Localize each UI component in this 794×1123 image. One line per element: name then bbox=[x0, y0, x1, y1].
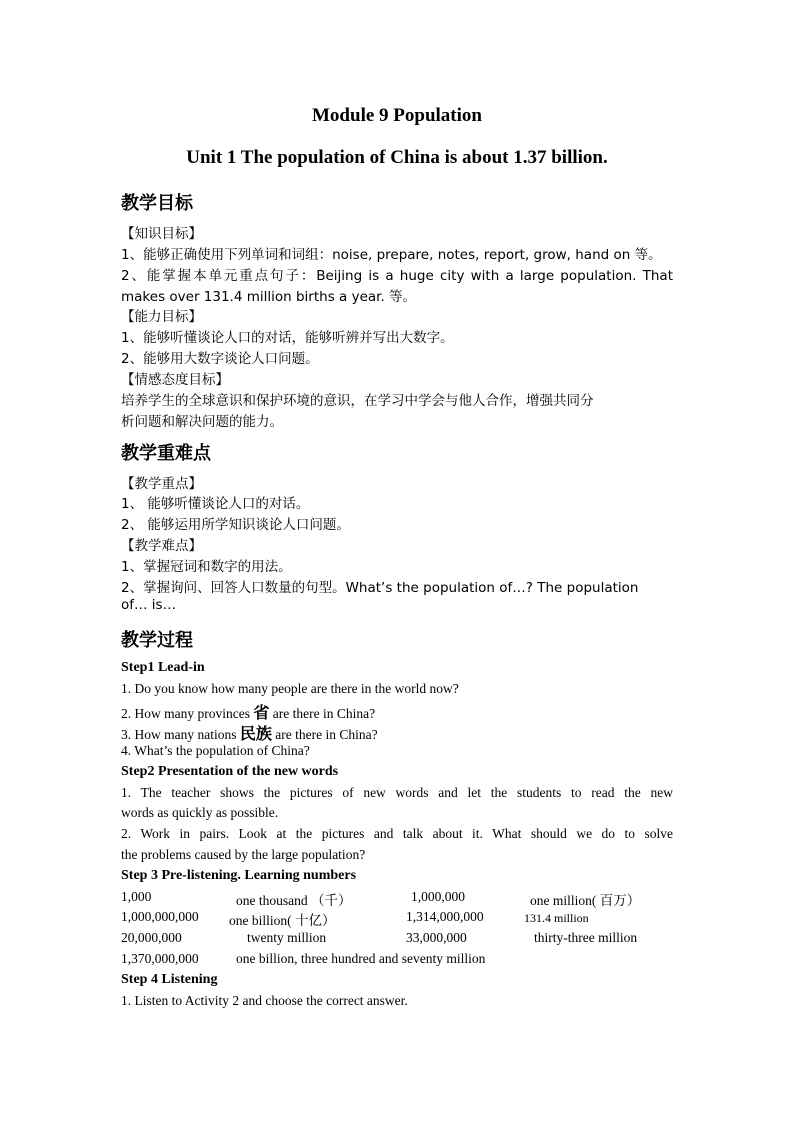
process-heading: 教学过程 bbox=[121, 630, 193, 651]
step1-question-2 bbox=[121, 700, 375, 723]
question-3-start: 3. How many nations bbox=[121, 727, 237, 742]
number-word-cell: thirty-three million bbox=[534, 930, 638, 945]
number-word-cell: one million( 百万） bbox=[530, 893, 641, 908]
attitude-text-line-1: 培养学生的全球意识和保护环境的意识，在学习中学会与他人合作，增强共同分 bbox=[121, 393, 594, 409]
step4-title: Step 4 Listening bbox=[121, 972, 218, 987]
step2-para-1-line-2: words as quickly as possible. bbox=[121, 805, 279, 820]
province-chinese: 省 bbox=[253, 703, 270, 722]
knowledge-label: 【知识目标】 bbox=[121, 226, 202, 242]
ability-item-1: 1、能够听懂谈论人口的对话，能够听辨并写出大数字。 bbox=[121, 330, 454, 346]
step1-question-3 bbox=[121, 721, 378, 744]
step1-question-1: 1. Do you know how many people are there in the world now? bbox=[121, 681, 459, 696]
knowledge-item-1: 1、能够正确使用下列单词和词组：noise, prepare, notes, report, grow, hand on 等。 bbox=[121, 247, 662, 263]
number-cell: 1,000 bbox=[121, 889, 152, 904]
knowledge-item-2-line-2: makes over 131.4 million births a year. 等。 bbox=[121, 289, 417, 305]
question-3-end: are there in China? bbox=[275, 727, 378, 742]
knowledge-item-2-line-1: 2、能掌握本单元重点句子：Beijing is a huge city with a large population. That bbox=[121, 268, 673, 284]
step2-para-1-line-1: 1. The teacher shows the pictures of new words and let the students to read the new bbox=[121, 785, 673, 800]
unit-title: Unit 1 The population of China is about 1.37 billion. bbox=[186, 147, 608, 168]
question-2-end: are there in China? bbox=[272, 706, 376, 721]
number-word-cell: twenty million bbox=[247, 930, 327, 945]
key-item-1: 1、 能够听懂谈论人口的对话。 bbox=[121, 496, 310, 512]
step1-question-4: 4. What’s the population of China? bbox=[121, 743, 310, 758]
number-cell: 20,000,000 bbox=[121, 930, 182, 945]
step3-title: Step 3 Pre-listening. Learning numbers bbox=[121, 868, 357, 883]
module-title: Module 9 Population bbox=[312, 105, 482, 126]
step4-item-1: 1. Listen to Activity 2 and choose the correct answer. bbox=[121, 993, 408, 1008]
difficulty-item-2-line-2: of… is… bbox=[121, 597, 177, 613]
keypoints-heading: 教学重难点 bbox=[121, 443, 211, 464]
nation-chinese: 民族 bbox=[239, 724, 272, 743]
step2-para-2-line-1: 2. Work in pairs. Look at the pictures and talk about it. What should we do to solve bbox=[121, 826, 673, 841]
number-cell: 1,370,000,000 bbox=[121, 951, 199, 966]
ability-label: 【能力目标】 bbox=[121, 309, 202, 325]
step1-title: Step1 Lead-in bbox=[121, 660, 205, 675]
number-cell: 1,000,000 bbox=[411, 889, 465, 904]
number-cell: 33,000,000 bbox=[406, 930, 467, 945]
difficulty-item-1: 1、掌握冠词和数字的用法。 bbox=[121, 559, 292, 575]
key-item-2: 2、 能够运用所学知识谈论人口问题。 bbox=[121, 517, 350, 533]
number-word-cell: one thousand （千） bbox=[236, 893, 352, 908]
number-word-cell: 131.4 million bbox=[524, 911, 589, 925]
objectives-heading: 教学目标 bbox=[121, 193, 193, 214]
difficulty-label: 【教学难点】 bbox=[121, 538, 202, 554]
question-2-start: 2. How many provinces bbox=[121, 706, 250, 721]
ability-item-2: 2、能够用大数字谈论人口问题。 bbox=[121, 351, 319, 367]
number-cell: 1,000,000,000 bbox=[121, 909, 199, 924]
step2-para-2-line-2: the problems caused by the large population? bbox=[121, 847, 366, 862]
number-cell: 1,314,000,000 bbox=[406, 909, 484, 924]
key-label: 【教学重点】 bbox=[121, 476, 202, 492]
difficulty-item-2-line-1: 2、掌握询问、回答人口数量的句型。What’s the population of…? The population bbox=[121, 580, 639, 596]
attitude-text-line-2: 析问题和解决问题的能力。 bbox=[121, 414, 283, 430]
attitude-label: 【情感态度目标】 bbox=[121, 372, 229, 388]
number-word-cell: one billion, three hundred and seventy million bbox=[236, 951, 486, 966]
step2-title: Step2 Presentation of the new words bbox=[121, 764, 339, 779]
number-word-cell: one billion( 十亿） bbox=[229, 913, 336, 928]
